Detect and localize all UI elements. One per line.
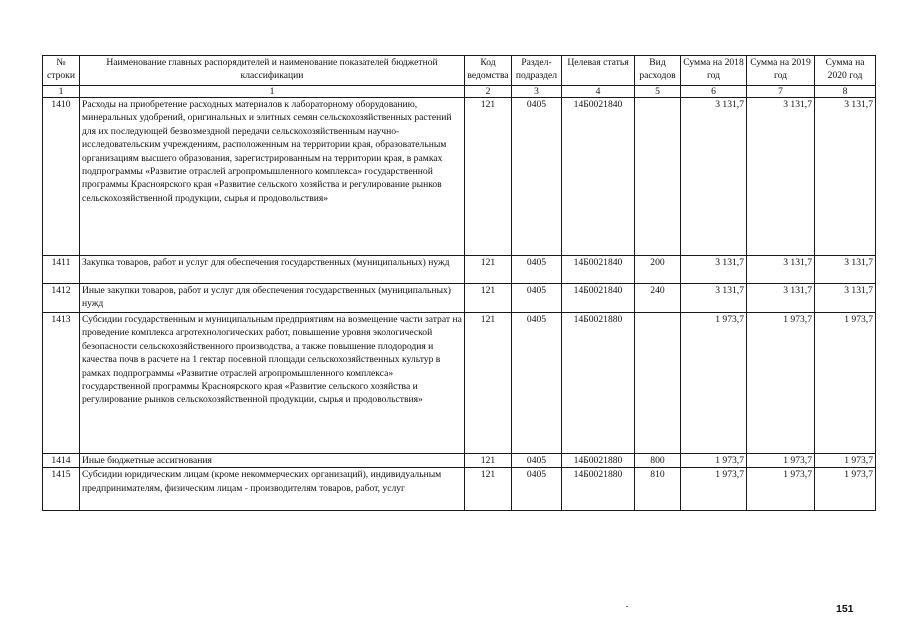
- row-sum-2020: 3 131,7: [815, 98, 876, 256]
- row-expense-type: [635, 98, 681, 256]
- column-number: 4: [562, 86, 635, 98]
- row-sum-2018: 3 131,7: [681, 284, 747, 313]
- column-number: 1: [80, 86, 465, 98]
- row-sum-2018: 3 131,7: [681, 256, 747, 284]
- row-dept-code: 121: [465, 98, 512, 256]
- row-sum-2019: 1 973,7: [747, 468, 815, 511]
- row-expense-type: 240: [635, 284, 681, 313]
- row-section: 0405: [512, 313, 562, 454]
- row-dept-code: 121: [465, 284, 512, 313]
- header-name: Наименование главных распорядителей и наименование показателей бюджетной классификации: [80, 56, 465, 86]
- table-row: [43, 284, 876, 313]
- column-number: 1: [43, 86, 80, 98]
- budget-table: [42, 55, 876, 511]
- table-row: [43, 454, 876, 468]
- row-name: Иные закупки товаров, работ и услуг для обеспечения государственных (муниципальных) нужд: [80, 284, 465, 313]
- row-sum-2019: 3 131,7: [747, 98, 815, 256]
- row-sum-2020: 1 973,7: [815, 313, 876, 454]
- row-target: 14Б0021880: [562, 454, 635, 468]
- row-section: 0405: [512, 98, 562, 256]
- row-sum-2018: 1 973,7: [681, 468, 747, 511]
- row-dept-code: 121: [465, 313, 512, 454]
- row-sum-2018: 3 131,7: [681, 98, 747, 256]
- row-expense-type: 200: [635, 256, 681, 284]
- row-sum-2019: 3 131,7: [747, 256, 815, 284]
- page-number: 151: [836, 603, 854, 615]
- column-number: 6: [681, 86, 747, 98]
- row-number: 1412: [43, 284, 80, 313]
- row-target: 14Б0021840: [562, 98, 635, 256]
- row-number: 1411: [43, 256, 80, 284]
- row-sum-2019: 3 131,7: [747, 284, 815, 313]
- row-dept-code: 121: [465, 454, 512, 468]
- row-expense-type: [635, 313, 681, 454]
- header-sum-2020: Сумма на 2020 год: [815, 56, 876, 86]
- table-row: [43, 98, 876, 256]
- row-number: 1410: [43, 98, 80, 256]
- row-sum-2020: 1 973,7: [815, 468, 876, 511]
- row-number: 1415: [43, 468, 80, 511]
- row-section: 0405: [512, 454, 562, 468]
- row-target: 14Б0021840: [562, 256, 635, 284]
- row-target: 14Б0021840: [562, 284, 635, 313]
- table-row: [43, 313, 876, 454]
- header-target: Целевая статья: [562, 56, 635, 86]
- row-name: Иные бюджетные ассигнования: [80, 454, 465, 468]
- row-sum-2020: 3 131,7: [815, 284, 876, 313]
- row-name: Субсидии государственным и муниципальным предприятиям на возмещение части затрат на проведение комплекса агротехнологических работ, повышение уровня экологической безопасности сельскохозяйственного производства, а также повышение плодородия и качества почв в расчете на 1 гектар посевной площади сельскохозяйственных культур в рамках подпрограммы «Развитие отраслей агропромышленного комплекса» государственной программы Красноярского края «Развитие сельского хозяйства и регулирование рынков сельскохозяйственной продукции, сырья и продовольствия»: [80, 313, 465, 454]
- column-number: 2: [465, 86, 512, 98]
- column-number: 3: [512, 86, 562, 98]
- row-name: Субсидии юридическим лицам (кроме некоммерческих организаций), индивидуальным предпринимателям, физическим лицам - производителям товаров, работ, услуг: [80, 468, 465, 511]
- row-sum-2019: 1 973,7: [747, 313, 815, 454]
- header-section: Раздел-подраздел: [512, 56, 562, 86]
- row-sum-2020: 1 973,7: [815, 454, 876, 468]
- scan-dot: [626, 606, 628, 607]
- row-sum-2018: 1 973,7: [681, 454, 747, 468]
- column-number-row: [43, 86, 876, 98]
- row-number: 1414: [43, 454, 80, 468]
- table-row: [43, 468, 876, 511]
- row-sum-2020: 3 131,7: [815, 256, 876, 284]
- column-number: 5: [635, 86, 681, 98]
- row-sum-2018: 1 973,7: [681, 313, 747, 454]
- header-row-no: № строки: [43, 56, 80, 86]
- table-row: [43, 256, 876, 284]
- column-number: 7: [747, 86, 815, 98]
- row-number: 1413: [43, 313, 80, 454]
- row-section: 0405: [512, 256, 562, 284]
- row-target: 14Б0021880: [562, 313, 635, 454]
- row-dept-code: 121: [465, 468, 512, 511]
- header-sum-2018: Сумма на 2018 год: [681, 56, 747, 86]
- row-sum-2019: 1 973,7: [747, 454, 815, 468]
- row-expense-type: 810: [635, 468, 681, 511]
- row-name: Закупка товаров, работ и услуг для обеспечения государственных (муниципальных) нужд: [80, 256, 465, 284]
- row-section: 0405: [512, 468, 562, 511]
- header-row: [43, 56, 876, 86]
- header-dept-code: Код ведомства: [465, 56, 512, 86]
- row-expense-type: 800: [635, 454, 681, 468]
- header-sum-2019: Сумма на 2019 год: [747, 56, 815, 86]
- row-section: 0405: [512, 284, 562, 313]
- header-expense-type: Вид расходов: [635, 56, 681, 86]
- row-dept-code: 121: [465, 256, 512, 284]
- row-name: Расходы на приобретение расходных материалов к лабораторному оборудованию, минеральных удобрений, оригинальных и элитных семян сельскохозяйственных растений для их последующей безвозмездной передачи сельскохозяйственным научно-исследовательским учреждениям, расположенным на территории края, образовательным организациям высшего образования, зарегистрированным на территории края, в рамках подпрограммы «Развитие отраслей агропромышленного комплекса» государственной программы Красноярского края «Развитие сельского хозяйства и регулирование рынков сельскохозяйственной продукции, сырья и продовольствия»: [80, 98, 465, 256]
- row-target: 14Б0021880: [562, 468, 635, 511]
- column-number: 8: [815, 86, 876, 98]
